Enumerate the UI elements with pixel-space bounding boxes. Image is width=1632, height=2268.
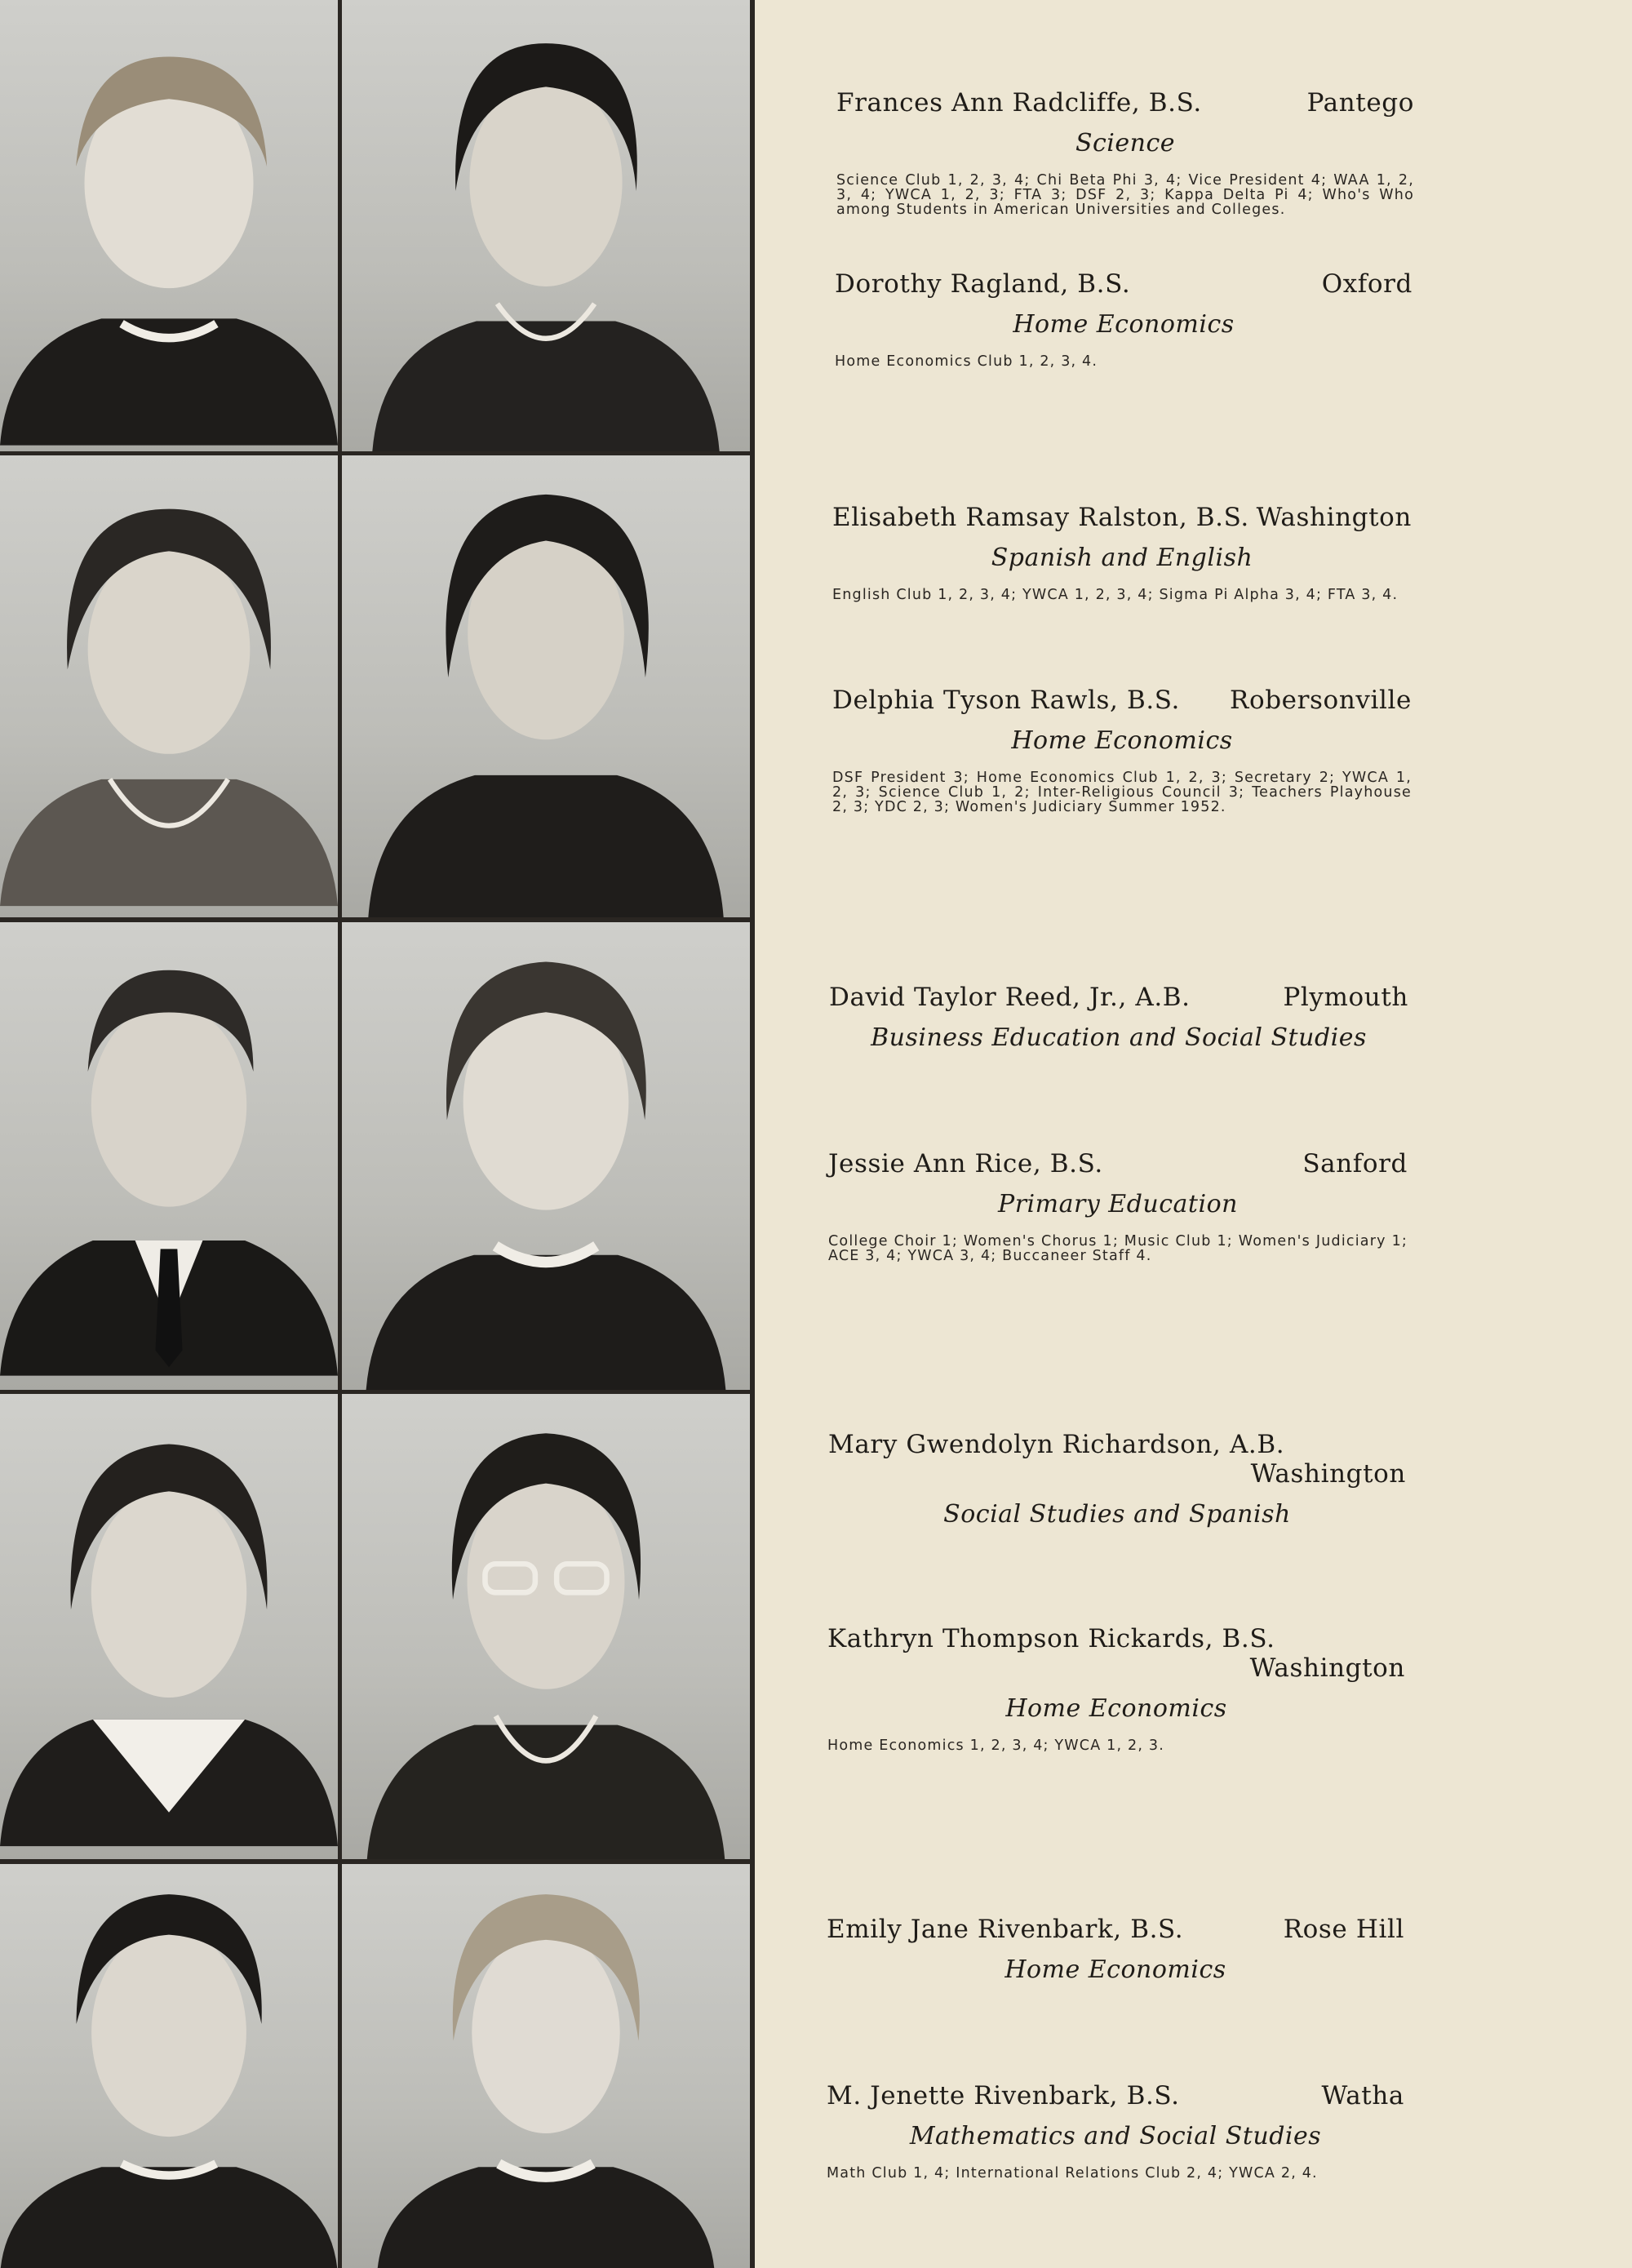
portrait-delphia-rawls [342,455,750,917]
entry-emily-rivenbark [827,1915,1404,1985]
portrait-grid [0,0,755,2268]
entry-delphia-rawls [832,686,1412,814]
major: Spanish and English [991,544,1253,572]
portrait-dorothy-ragland [342,0,750,451]
entry-kathryn-rickards [827,1624,1405,1753]
activities: Home Economics 1, 2, 3, 4; YWCA 1, 2, 3. [827,1738,1164,1754]
portrait-mary-richardson [0,1394,338,1859]
entry-elisabeth-ralston [832,503,1412,602]
hometown: Pantego [1306,88,1414,118]
name-line [829,983,1408,1012]
student-name: Dorothy Ragland, B.S. [835,269,1131,299]
name-line [836,88,1414,118]
name-line [827,2081,1404,2110]
entry-david-reed [829,983,1408,1053]
major: Home Economics [1005,1694,1227,1723]
hometown: Sanford [1302,1149,1408,1178]
activities: Science Club 1, 2, 3, 4; Chi Beta Phi 3, 4; Vice President 4; WAA 1, 2, 3, 4; YWCA 1, 2, 3; FTA 3; DSF 2, 3; Kappa Delta Pi 4; Who's Who among Students in American Universities and Colleges. [836,172,1414,218]
portrait-frances-radcliffe [0,0,338,451]
portrait-jessie-rice [342,922,750,1390]
activities: English Club 1, 2, 3, 4; YWCA 1, 2, 3, 4; Sigma Pi Alpha 3, 4; FTA 3, 4. [832,587,1399,603]
hometown: Watha [1321,2081,1404,2110]
student-name: Emily Jane Rivenbark, B.S. [827,1915,1184,1944]
activities: Home Economics Club 1, 2, 3, 4. [835,353,1098,370]
student-name: M. Jenette Rivenbark, B.S. [827,2081,1180,2110]
student-name: David Taylor Reed, Jr., A.B. [829,983,1191,1012]
portrait-jenette-rivenbark [342,1864,750,2268]
name-line [828,1430,1406,1489]
entry-frances-radcliffe [836,88,1414,217]
student-name: Delphia Tyson Rawls, B.S. [832,686,1180,715]
student-name: Frances Ann Radcliffe, B.S. [836,88,1202,118]
major: Home Economics [1013,310,1235,339]
major: Science [1075,129,1176,158]
hometown: Oxford [1321,269,1412,299]
name-line [835,269,1412,299]
entry-jenette-rivenbark [827,2081,1404,2181]
portrait-david-reed [0,922,338,1390]
activities: Math Club 1, 4; International Relations Club 2, 4; YWCA 2, 4. [827,2165,1318,2181]
student-name: Kathryn Thompson Rickards, B.S. [827,1624,1275,1653]
activities: DSF President 3; Home Economics Club 1, 2, 3; Secretary 2; YWCA 1, 2, 3; Science Club 1, 2; Inter-Religious Council 3; Teachers Playhouse 2, 3; YDC 2, 3; Women's Judiciary Summer 1952. [832,770,1412,815]
hometown: Robersonville [1230,686,1412,715]
student-name: Elisabeth Ramsay Ralston, B.S. [832,503,1249,532]
name-line [832,686,1412,715]
hometown: Plymouth [1283,983,1408,1012]
name-line [827,1915,1404,1944]
major: Home Economics [1004,1955,1226,1984]
portrait-kathryn-rickards [342,1394,750,1859]
name-line [827,1624,1405,1683]
major: Home Economics [1011,726,1233,755]
entry-jessie-rice [828,1149,1408,1263]
major: Primary Education [998,1190,1238,1218]
portrait-emily-rivenbark [0,1864,338,2268]
hometown: Washington [1256,503,1412,532]
major: Mathematics and Social Studies [909,2122,1322,2150]
activities: College Choir 1; Women's Chorus 1; Music Club 1; Women's Judiciary 1; ACE 3, 4; YWCA 3, 4; Buccaneer Staff 4. [828,1233,1408,1264]
hometown: Washington [1249,1653,1405,1683]
entry-dorothy-ragland [835,269,1412,369]
entry-mary-richardson [828,1430,1406,1529]
major: Social Studies and Spanish [943,1500,1291,1529]
hometown: Washington [1250,1459,1406,1489]
name-line [828,1149,1408,1178]
student-name: Mary Gwendolyn Richardson, A.B. [828,1430,1285,1459]
portrait-elisabeth-ralston [0,455,338,917]
name-line [832,503,1412,532]
student-name: Jessie Ann Rice, B.S. [828,1149,1103,1178]
hometown: Rose Hill [1283,1915,1404,1944]
major: Business Education and Social Studies [871,1023,1367,1052]
